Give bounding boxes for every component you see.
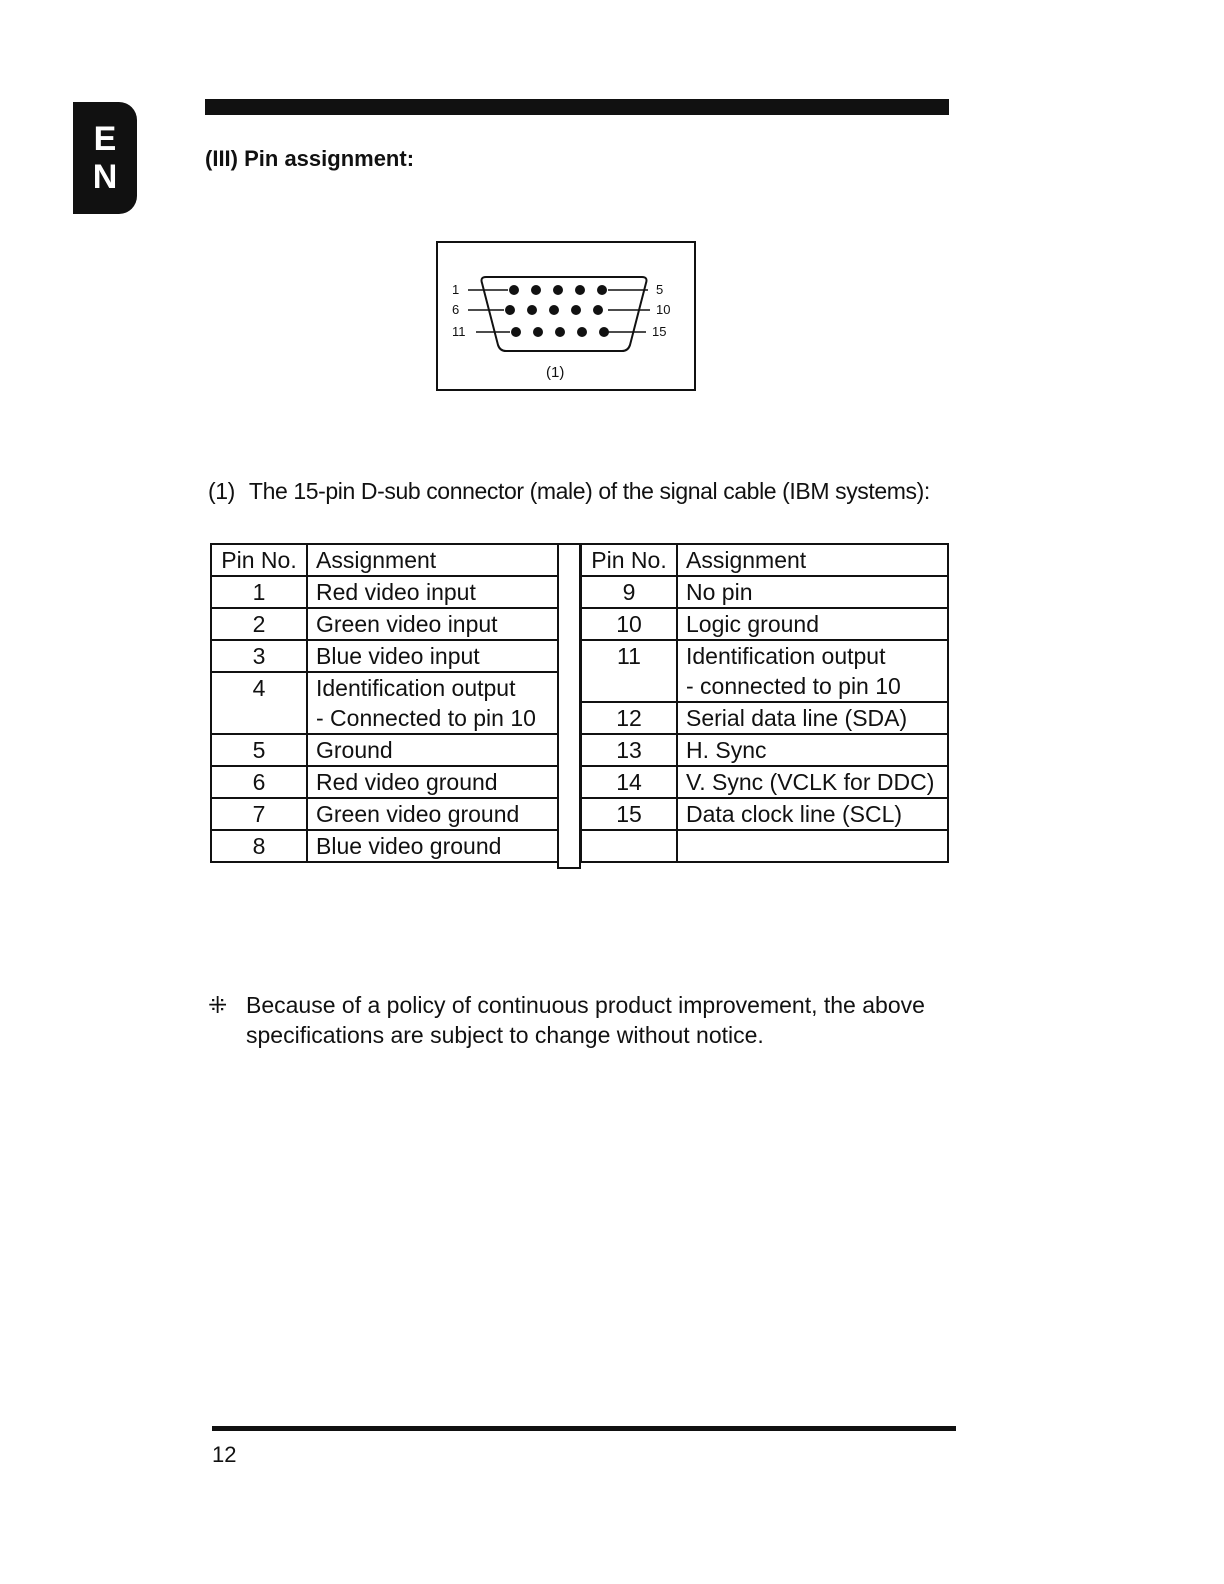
table-row: [581, 608, 948, 640]
table-caption: [208, 478, 930, 505]
table-row: [211, 798, 558, 830]
connector-pin: [575, 285, 585, 295]
table-row: [581, 766, 948, 798]
table-row: [211, 672, 558, 703]
table-row: [211, 576, 558, 608]
header-pin-no: Pin No.: [581, 544, 677, 576]
pin-number-cell: 1: [211, 576, 307, 608]
assignment-cell: Red video ground: [307, 766, 558, 798]
table-caption-text: The 15-pin D-sub connector (male) of the signal cable (IBM systems):: [248, 478, 930, 504]
connector-pin: [571, 305, 581, 315]
empty-table-row: [581, 830, 948, 862]
assignment-cell: H. Sync: [677, 734, 948, 766]
pin-number-cell: 11: [581, 640, 677, 702]
pin-number-cell: 9: [581, 576, 677, 608]
assignment-cell: Identification output: [307, 672, 558, 703]
page-number: 12: [212, 1442, 237, 1467]
connector-pins: [505, 285, 609, 337]
table-row: [581, 702, 948, 734]
table-row: [581, 798, 948, 830]
language-tab: [73, 102, 137, 214]
diagram-caption: (1): [546, 364, 565, 381]
language-tab-letter-e: E: [93, 120, 117, 158]
connector-pin: [599, 327, 609, 337]
bottom-rule: [212, 1426, 956, 1431]
note-mark-icon: ⁜: [208, 992, 228, 1018]
table-row: [581, 576, 948, 608]
label-pin-10: 10: [656, 302, 671, 317]
assignment-cell: No pin: [677, 576, 948, 608]
connector-pin: [593, 305, 603, 315]
section-title: (III) Pin assignment:: [205, 146, 415, 171]
connector-pin: [527, 305, 537, 315]
table-row: [211, 734, 558, 766]
table-row: [581, 640, 948, 671]
pin-number-cell: 10: [581, 608, 677, 640]
assignment-cell-continuation: - Connected to pin 10: [307, 703, 558, 734]
table-header-row: [211, 544, 558, 576]
header-assignment: Assignment: [677, 544, 948, 576]
assignment-cell: Logic ground: [677, 608, 948, 640]
dsub-connector-icon: [438, 243, 694, 389]
pin-number-cell: 12: [581, 702, 677, 734]
pin-table-left: [210, 543, 559, 863]
pin-number-cell: 5: [211, 734, 307, 766]
assignment-cell: Blue video ground: [307, 830, 558, 862]
connector-pin: [533, 327, 543, 337]
assignment-cell: Identification output: [677, 640, 948, 671]
connector-pin: [505, 305, 515, 315]
pin-table-left-body: [211, 544, 558, 862]
note-text: Because of a policy of continuous product improvement, the above specifications are subject to change without notice.: [246, 992, 925, 1048]
assignment-cell: Blue video input: [307, 640, 558, 672]
header-assignment: Assignment: [307, 544, 558, 576]
pin-table-right-body: [581, 544, 948, 862]
label-pin-11: 11: [452, 324, 466, 339]
connector-pin: [511, 327, 521, 337]
table-header-row: [581, 544, 948, 576]
empty-cell: [581, 830, 677, 862]
pin-number-cell: 15: [581, 798, 677, 830]
label-pin-15: 15: [652, 324, 667, 339]
assignment-cell: Red video input: [307, 576, 558, 608]
pin-table-right: [580, 543, 949, 863]
table-row: [211, 608, 558, 640]
connector-pin: [555, 327, 565, 337]
table-caption-number: (1): [208, 478, 235, 504]
specification-note: [208, 990, 968, 1050]
assignment-cell-continuation: - connected to pin 10: [677, 671, 948, 702]
assignment-cell: Ground: [307, 734, 558, 766]
pin-number-cell: 2: [211, 608, 307, 640]
connector-pin: [597, 285, 607, 295]
connector-pin: [531, 285, 541, 295]
connector-pin: [577, 327, 587, 337]
assignment-cell: V. Sync (VCLK for DDC): [677, 766, 948, 798]
table-row: [211, 830, 558, 862]
pin-number-cell: 4: [211, 672, 307, 734]
language-tab-letter-n: N: [92, 158, 118, 196]
table-row: [211, 640, 558, 672]
assignment-cell: Data clock line (SCL): [677, 798, 948, 830]
header-pin-no: Pin No.: [211, 544, 307, 576]
assignment-cell: Serial data line (SDA): [677, 702, 948, 734]
pin-number-cell: 6: [211, 766, 307, 798]
connector-pin: [549, 305, 559, 315]
table-spacer-column: [557, 543, 581, 869]
connector-diagram: [436, 241, 696, 391]
label-pin-5: 5: [656, 282, 664, 297]
assignment-cell: Green video ground: [307, 798, 558, 830]
connector-shell: [482, 277, 647, 351]
pin-number-cell: 13: [581, 734, 677, 766]
connector-pin: [553, 285, 563, 295]
label-pin-6: 6: [452, 302, 460, 317]
pin-number-cell: 7: [211, 798, 307, 830]
assignment-cell: Green video input: [307, 608, 558, 640]
top-rule: [205, 99, 949, 115]
pin-number-cell: 8: [211, 830, 307, 862]
pin-number-cell: 3: [211, 640, 307, 672]
label-pin-1: 1: [452, 282, 460, 297]
table-row: [581, 734, 948, 766]
connector-pin: [509, 285, 519, 295]
pin-number-cell: 14: [581, 766, 677, 798]
table-row: [211, 766, 558, 798]
empty-cell: [677, 830, 948, 862]
